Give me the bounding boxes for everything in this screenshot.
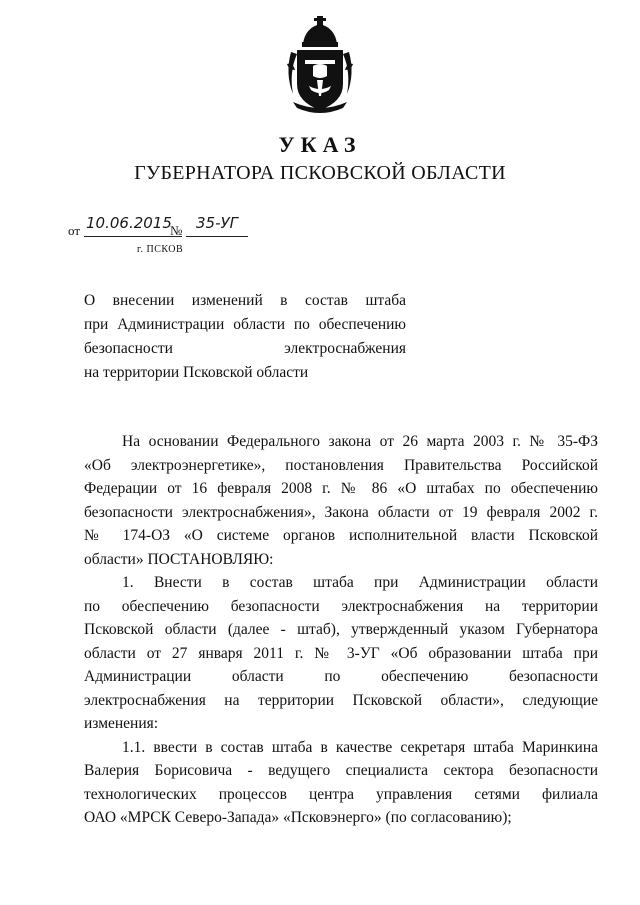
body-line: Валерия Борисовича - ведущего специалиста сектора безопасности xyxy=(84,762,598,779)
date-value: 10.06.2015 xyxy=(86,214,172,232)
body-line: Администрации области по обеспечению безопасности xyxy=(84,668,598,685)
number-underline xyxy=(186,236,248,237)
body-line: Федерации от 16 февраля 2008 г. № 86 «О штабах по обеспечению xyxy=(84,480,598,497)
document-subtitle: ГУБЕРНАТОРА ПСКОВСКОЙ ОБЛАСТИ xyxy=(134,162,506,184)
body-line: На основании Федерального закона от 26 марта 2003 г. № 35-ФЗ xyxy=(122,433,598,450)
body-line: 1.1. ввести в состав штаба в качестве секретаря штаба Маринкина xyxy=(122,738,598,756)
number-value: 35-УГ xyxy=(196,214,238,232)
subject-line: при Администрации области по обеспечению xyxy=(84,316,406,333)
body-line: технологических процессов центра управления сетями филиала xyxy=(84,785,598,803)
city-label: г. ПСКОВ xyxy=(137,244,184,255)
body-line: безопасности электроснабжения», Закона области от 19 февраля 2002 г. xyxy=(84,503,598,521)
body-line: по обеспечению безопасности электроснабжения на территории xyxy=(84,597,598,615)
body-line: Псковской области (далее - штаб), утвержденный указом Губернатора xyxy=(84,621,598,638)
date-prefix: от xyxy=(68,223,81,238)
body-line: электроснабжения на территории Псковской области», следующие xyxy=(84,691,598,709)
body-line: «Об электроэнергетике», постановления Правительства Российской xyxy=(84,456,598,474)
body-line: 1. Внести в состав штаба при Администрации области xyxy=(122,574,598,591)
body-line: области от 27 января 2011 г. № 3-УГ «Об образовании штаба при xyxy=(84,644,598,662)
subject-line: на территории Псковской области xyxy=(84,364,309,381)
subject-line: безопасности электроснабжения xyxy=(84,340,406,357)
document-title: УКАЗ xyxy=(278,132,362,157)
number-prefix: № xyxy=(170,223,183,238)
pskov-coat-of-arms-icon xyxy=(283,14,357,114)
body-line: ОАО «МРСК Северо-Запада» «Псковэнерго» (по согласованию); xyxy=(84,809,512,826)
decree-body xyxy=(84,430,598,830)
date-underline xyxy=(84,236,182,237)
body-line: № 174-ОЗ «О системе органов исполнительной власти Псковской xyxy=(84,527,598,544)
body-line: изменения: xyxy=(84,715,159,732)
body-line: области» ПОСТАНОВЛЯЮ: xyxy=(84,550,274,568)
subject-block xyxy=(84,289,406,385)
subject-line: О внесении изменений в состав штаба xyxy=(84,292,406,309)
